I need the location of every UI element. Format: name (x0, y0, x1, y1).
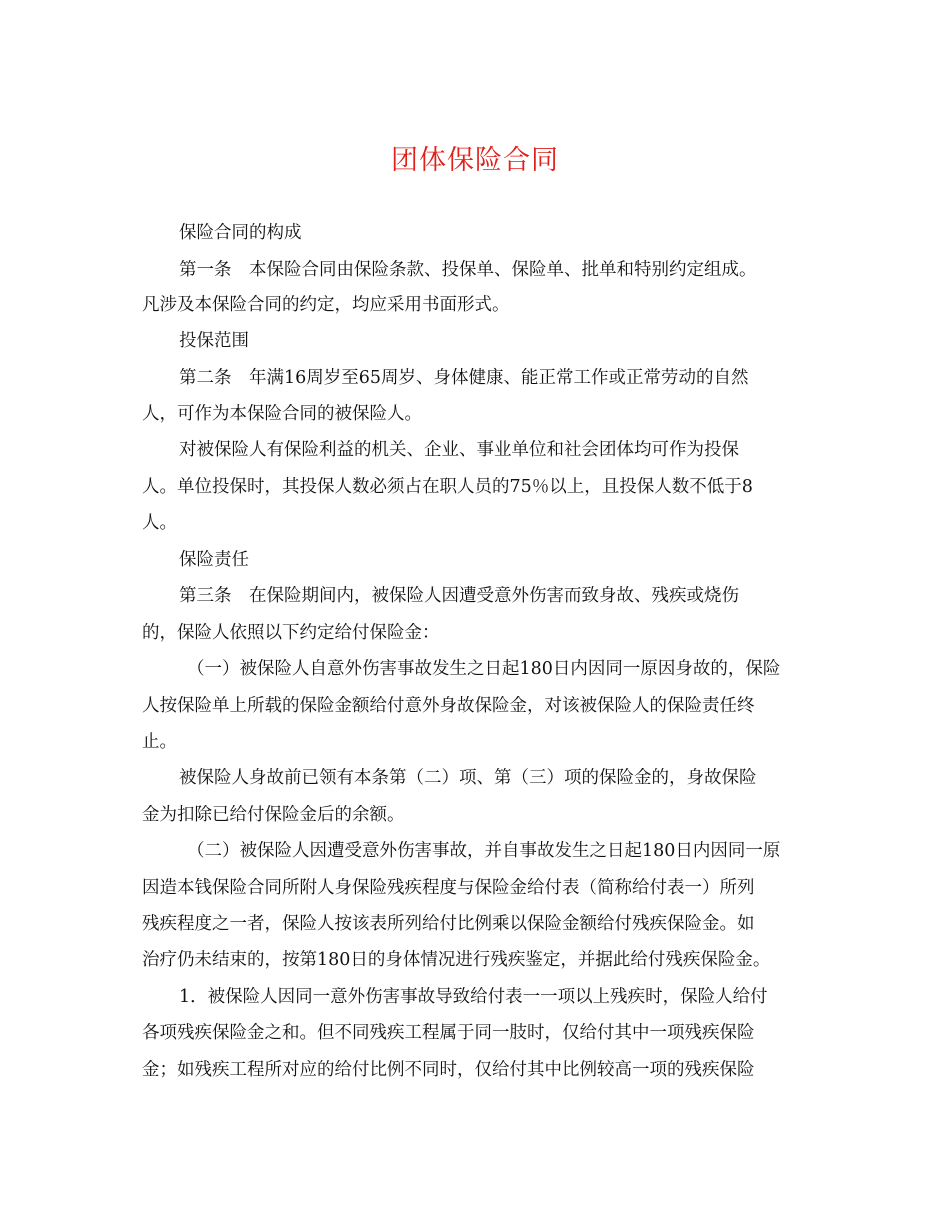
paragraph-line: 对被保险人有保险利益的机关、企业、事业单位和社会团体均可作为投保 (179, 440, 739, 460)
paragraph-line: 金；如残疾工程所对应的给付比例不同时，仅给付其中比例较高一项的残疾保险 (142, 1060, 755, 1080)
paragraph-line: 治疗仍未结束的，按第180日的身体情况进行残疾鉴定，并据此给付残疾保险金。 (142, 950, 771, 970)
paragraph-line: 人。单位投保时，其投保人数必须占在职人员的75％以上，且投保人数不低于8 (142, 477, 753, 497)
paragraph-line: 被保险人身故前已领有本条第（二）项、第（三）项的保险金的，身故保险 (179, 768, 757, 788)
paragraph-line: 1．被保险人因同一意外伤害事故导致给付表一一项以上残疾时，保险人给付 (179, 987, 768, 1007)
paragraph-line: 第三条 在保险期间内，被保险人因遭受意外伤害而致身故、残疾或烧伤 (179, 586, 739, 606)
paragraph-line: 人按保险单上所载的保险金额给付意外身故保险金，对该被保险人的保险责任终 (142, 696, 755, 716)
document-title: 团体保险合同 (391, 145, 559, 176)
paragraph-line: 金为扣除已给付保险金后的余额。 (142, 805, 405, 825)
paragraph-line: （一）被保险人自意外伤害事故发生之日起180日内因同一原因身故的，保险 (187, 659, 781, 679)
paragraph-line: 的，保险人依照以下约定给付保险金： (142, 623, 440, 643)
section-heading-liability: 保险责任 (179, 550, 249, 570)
paragraph-line: 人，可作为本保险合同的被保险人。 (142, 404, 422, 424)
paragraph-line: 凡涉及本保险合同的约定，均应采用书面形式。 (142, 295, 510, 315)
paragraph-line: 第二条 年满16周岁至65周岁、身体健康、能正常工作或正常劳动的自然 (179, 368, 749, 388)
paragraph-line: 残疾程度之一者，保险人按该表所列给付比例乘以保险金额给付残疾保险金。如 (142, 914, 755, 934)
paragraph-line: 人。 (142, 513, 177, 533)
paragraph-line: 各项残疾保险金之和。但不同残疾工程属于同一肢时，仅给付其中一项残疾保险 (142, 1023, 755, 1043)
paragraph-line: 止。 (142, 732, 177, 752)
section-heading-scope: 投保范围 (179, 331, 249, 351)
section-heading-composition: 保险合同的构成 (179, 223, 302, 243)
paragraph-line: （二）被保险人因遭受意外伤害事故，并自事故发生之日起180日内因同一原 (187, 841, 781, 861)
paragraph-line: 第一条 本保险合同由保险条款、投保单、保险单、批单和特别约定组成。 (179, 260, 757, 280)
paragraph-line: 因造本钱保险合同所附人身保险残疾程度与保险金给付表（简称给付表一）所列 (142, 878, 755, 898)
